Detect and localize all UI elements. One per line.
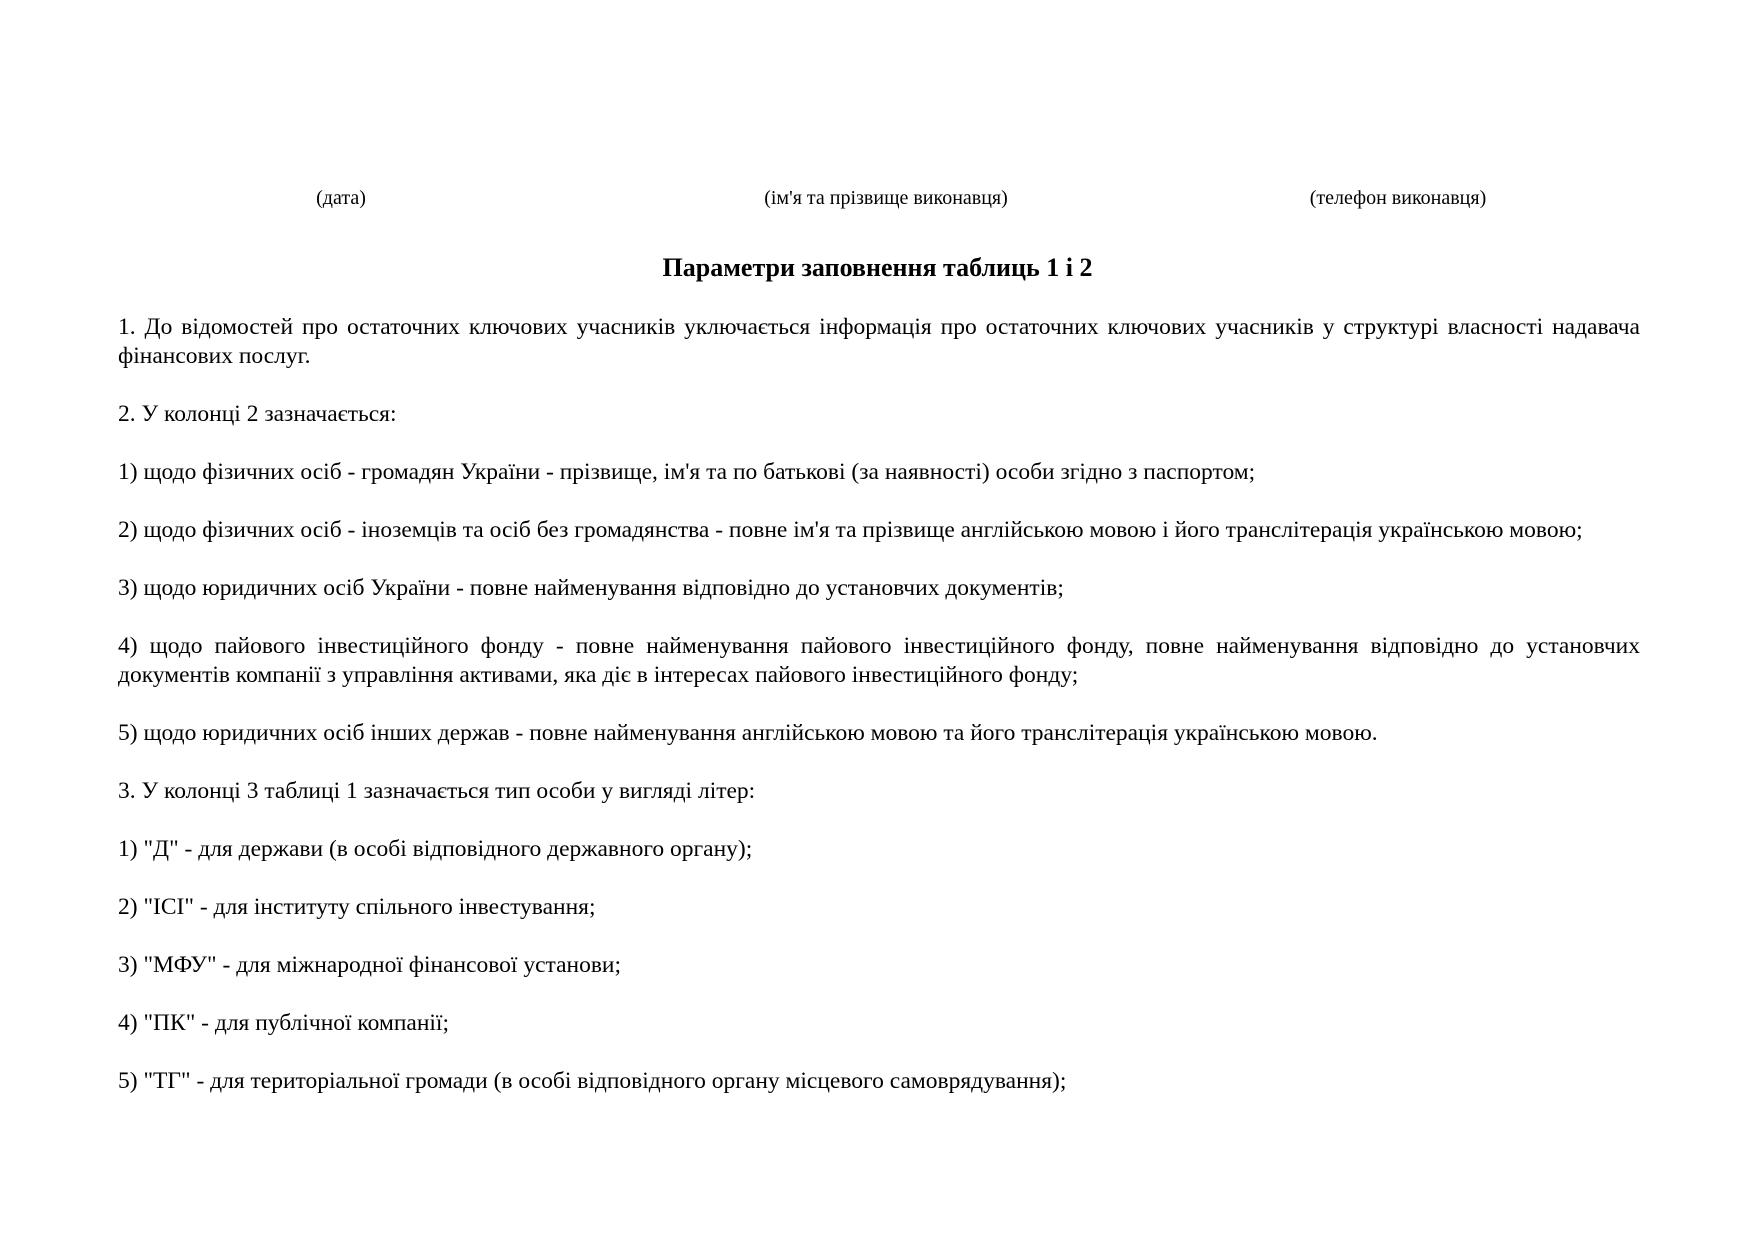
paragraph-2-item-1: 1) щодо фізичних осіб - громадян України - прізвище, ім'я та по батькові (за наявності) особи згідно з паспортом;	[118, 459, 1256, 485]
date-label: (дата)	[316, 187, 366, 209]
document-body	[118, 313, 1640, 1125]
paragraph-2: 2. У колонці 2 зазначається:	[118, 401, 397, 427]
paragraph-2-item-3: 3) щодо юридичних осіб України - повне найменування відповідно до установчих документів;	[118, 575, 1064, 601]
paragraph-2-item-4: 4) щодо пайового інвестиційного фонду - повне найменування пайового інвестиційного фонду, повне найменування відповідно до установчих документів компанії з управління активами, яка діє в інтересах пайового інвестиційного фонду;	[118, 633, 1640, 688]
executor-name-label: (ім'я та прізвище виконавця)	[764, 187, 1008, 209]
paragraph-3-item-5: 5) "ТГ" - для територіальної громади (в особі відповідного органу місцевого самоврядування);	[118, 1068, 1067, 1094]
paragraph-1: 1. До відомостей про остаточних ключових учасників уключається інформація про остаточних ключових учасників у структурі власності надавача фінансових послуг.	[118, 314, 1640, 369]
paragraph-3-item-4: 4) "ПК" - для публічної компанії;	[118, 1010, 449, 1036]
paragraph-3-item-3: 3) "МФУ" - для міжнародної фінансової установи;	[118, 952, 622, 978]
paragraph-3: 3. У колонці 3 таблиці 1 зазначається тип особи у вигляді літер:	[118, 778, 756, 804]
executor-phone-label: (телефон виконавця)	[1309, 187, 1487, 209]
paragraph-3-item-1: 1) "Д" - для держави (в особі відповідного державного органу);	[118, 836, 753, 862]
paragraph-2-item-5: 5) щодо юридичних осіб інших держав - повне найменування англійською мовою та його транслітерація українською мовою.	[118, 720, 1378, 746]
paragraph-2-item-2: 2) щодо фізичних осіб - іноземців та осіб без громадянства - повне ім'я та прізвище англійською мовою і його транслітерація українською мовою;	[118, 517, 1583, 543]
section-title: Параметри заповнення таблиць 1 і 2	[662, 253, 1093, 282]
paragraph-3-item-2: 2) "ІСІ" - для інституту спільного інвестування;	[118, 894, 596, 920]
